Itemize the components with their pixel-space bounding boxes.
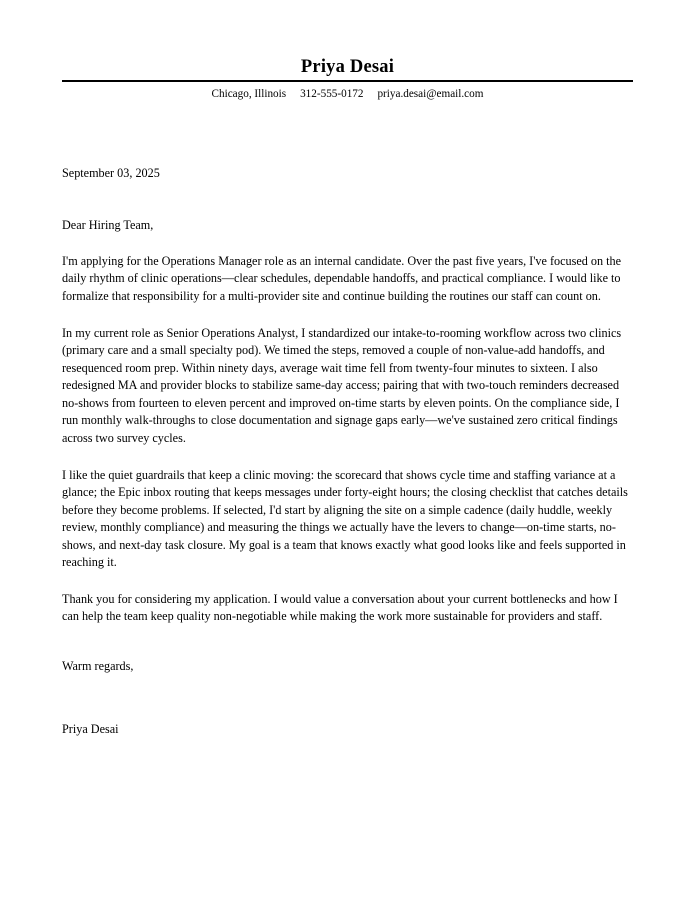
header-divider bbox=[62, 80, 633, 82]
letter-date: September 03, 2025 bbox=[62, 165, 160, 180]
signature-name: Priya Desai bbox=[62, 721, 119, 736]
letter-paragraph: Thank you for considering my application. I would value a conversation about your current bottlenecks and how I can help the team keep quality non-negotiable while making the work more sustainable for providers and staff. bbox=[62, 591, 618, 624]
letter-closing: Warm regards, bbox=[62, 659, 134, 674]
contact-info-line: Chicago, Illinois 312-555-0172 priya.desai@email.com bbox=[211, 88, 484, 101]
letterhead bbox=[62, 0, 633, 102]
letter-content-column bbox=[62, 0, 633, 737]
letter-paragraph: I like the quiet guardrails that keep a clinic moving: the scorecard that shows cycle time and staffing variance at a glance; the Epic inbox routing that keeps messages under forty-eight hours; the closing checklist that catches details before they become problems. If selected, I'd start by aligning the site on a simple cadence (daily huddle, weekly review, monthly compliance) and measuring the things we actually have the levers to change—on-time starts, no-shows, and next-day task closure. My goal is a team that knows exactly what good looks like and feels supported in reaching it. bbox=[62, 467, 628, 570]
letter-salutation: Dear Hiring Team, bbox=[62, 218, 154, 233]
letter-paragraph: In my current role as Senior Operations Analyst, I standardized our intake-to-rooming workflow across two clinics (primary care and a small specialty pod). We timed the steps, removed a couple of non-value-add handoffs, and resequenced room prep. Within ninety days, average wait time fell from twenty-four minutes to sixteen. I also redesigned MA and provider blocks to stabilize same-day access; pairing that with two-touch reminders decreased no-shows from fourteen to eleven percent and improved on-time starts by eleven points. On the compliance side, I run monthly walk-throughs to close documentation and signage gaps early—we've sustained zero critical findings across two survey cycles. bbox=[62, 325, 622, 445]
letter-paragraph: I'm applying for the Operations Manager role as an internal candidate. Over the past five years, I've focused on the daily rhythm of clinic operations—clear schedules, dependable handoffs, and practical compliance. I would like to formalize that responsibility for a multi-provider site and continue building the routines our staff can count on. bbox=[62, 253, 622, 304]
page-title: Priya Desai bbox=[300, 57, 395, 77]
